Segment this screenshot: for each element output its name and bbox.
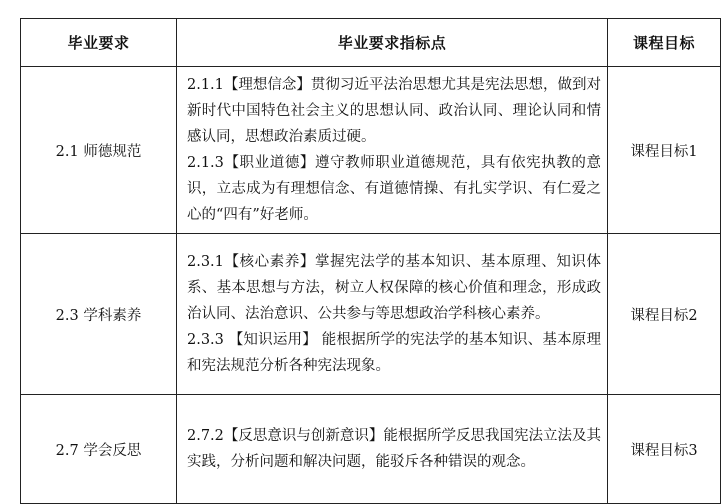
indicator-paragraph: 2.3.1【核心素养】掌握宪法学的基本知识、基本原理、知识体系、基本思想与方法，树立人权保障的核心价值和理念，形成政治认同、法治意识、公共参与等思想政治学科核心素养。 (187, 254, 601, 322)
requirement-cell: 2.1 师德规范 (21, 67, 177, 234)
indicator-cell (177, 67, 608, 234)
indicator-cell (177, 395, 608, 504)
header-indicator: 毕业要求指标点 (177, 19, 608, 67)
table-header-row (21, 19, 721, 67)
goal-cell: 课程目标1 (608, 67, 721, 234)
indicator-cell (177, 234, 608, 395)
indicator-paragraph: 2.7.2【反思意识与创新意识】能根据所学反思我国宪法立法及其实践，分析问题和解决问题，能驳斥各种错误的观念。 (187, 428, 601, 470)
indicator-paragraph: 2.1.3【职业道德】遵守教师职业道德规范，具有依宪执教的意识，立志成为有理想信念、有道德情操、有扎实学识、有仁爱之心的“四有”好老师。 (187, 155, 601, 223)
table-row (21, 395, 721, 504)
table-row (21, 234, 721, 395)
header-requirement: 毕业要求 (21, 19, 177, 67)
indicator-paragraph: 2.3.3 【知识运用】 能根据所学的宪法学的基本知识、基本原理和宪法规范分析各种宪法现象。 (187, 332, 601, 374)
requirement-cell: 2.7 学会反思 (21, 395, 177, 504)
indicator-paragraph: 2.1.1【理想信念】贯彻习近平法治思想尤其是宪法思想，做到对新时代中国特色社会主义的思想认同、政治认同、理论认同和情感认同，思想政治素质过硬。 (187, 77, 601, 145)
table-row (21, 67, 721, 234)
goal-cell: 课程目标2 (608, 234, 721, 395)
graduation-requirements-table (20, 18, 721, 504)
header-goal: 课程目标 (608, 19, 721, 67)
goal-cell: 课程目标3 (608, 395, 721, 504)
requirement-cell: 2.3 学科素养 (21, 234, 177, 395)
